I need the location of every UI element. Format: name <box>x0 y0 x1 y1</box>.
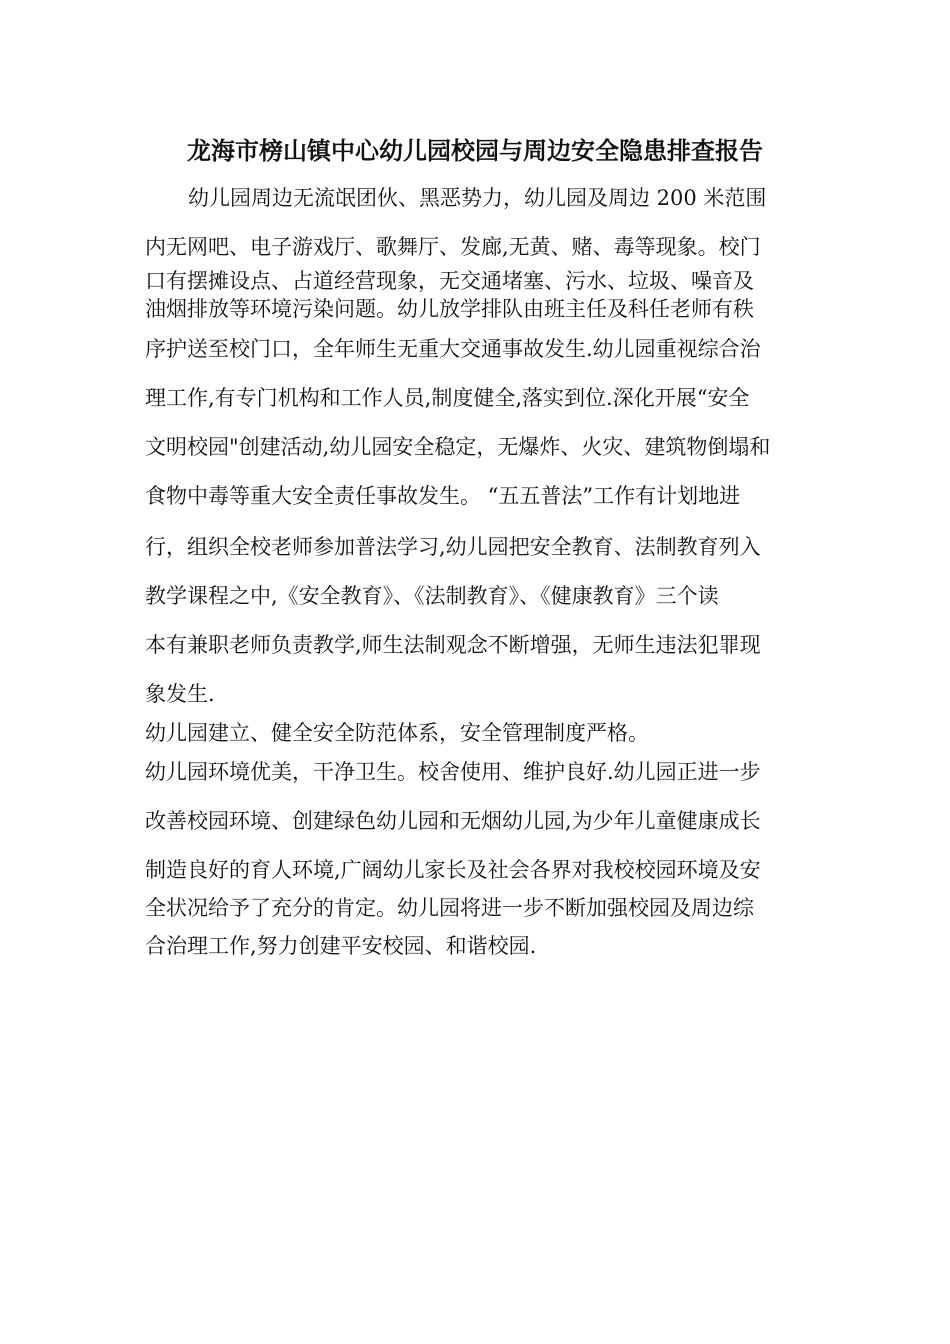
text-line: 内无网吧、电子游戏厅、歌舞厅、发廊,无黄、赌、毒等现象。校门 <box>145 235 761 259</box>
text-line: 食物中毒等重大安全责任事故发生。 “五五普法”工作有计划地进 <box>145 484 741 508</box>
text-line: 行，组织全校老师参加普法学习,幼儿园把安全教育、法制教育列入 <box>145 535 761 559</box>
text-line: 油烟排放等环境污染问题。幼儿放学排队由班主任及科任老师有秩 <box>145 297 754 321</box>
text-line: 改善校园环境、创建绿色幼儿园和无烟幼儿园,为少年儿童健康成长 <box>145 809 761 833</box>
text-line: 幼儿园周边无流氓团伙、黑恶势力，幼儿园及周边 200 米范围 <box>188 186 767 210</box>
text-line: 口有摆摊设点、占道经营现象，无交通堵塞、污水、垃圾、噪音及 <box>145 269 754 293</box>
text-line: 合治理工作,努力创建平安校园、和谐校园. <box>145 934 537 958</box>
text-line: 全状况给予了充分的肯定。幼儿园将进一步不断加强校园及周边综 <box>145 896 754 920</box>
text-line: 序护送至校门口，全年师生无重大交通事故发生.幼儿园重视综合治 <box>145 337 761 361</box>
text-line: 教学课程之中,《安全教育》、《法制教育》、《健康教育》三个读 <box>145 584 719 608</box>
text-line: 理工作,有专门机构和工作人员,制度健全,落实到位.深化开展“安全 <box>145 386 750 410</box>
text-line: 制造良好的育人环境,广阔幼儿家长及社会各界对我校校园环境及安 <box>145 858 761 882</box>
text-line: 象发生. <box>145 682 215 706</box>
text-line: 文明校园"创建活动,幼儿园安全稳定，无爆炸、火灾、建筑物倒塌和 <box>145 435 771 459</box>
text-line: 幼儿园环境优美，干净卫生。校舍使用、维护良好.幼儿园正进一步 <box>145 760 761 784</box>
text-line: 幼儿园建立、健全安全防范体系，安全管理制度严格。 <box>145 721 649 745</box>
text-line: 本有兼职老师负责教学,师生法制观念不断增强，无师生违法犯罪现 <box>145 633 761 657</box>
page-title: 龙海市榜山镇中心幼儿园校园与周边安全隐患排查报告 <box>187 137 763 165</box>
